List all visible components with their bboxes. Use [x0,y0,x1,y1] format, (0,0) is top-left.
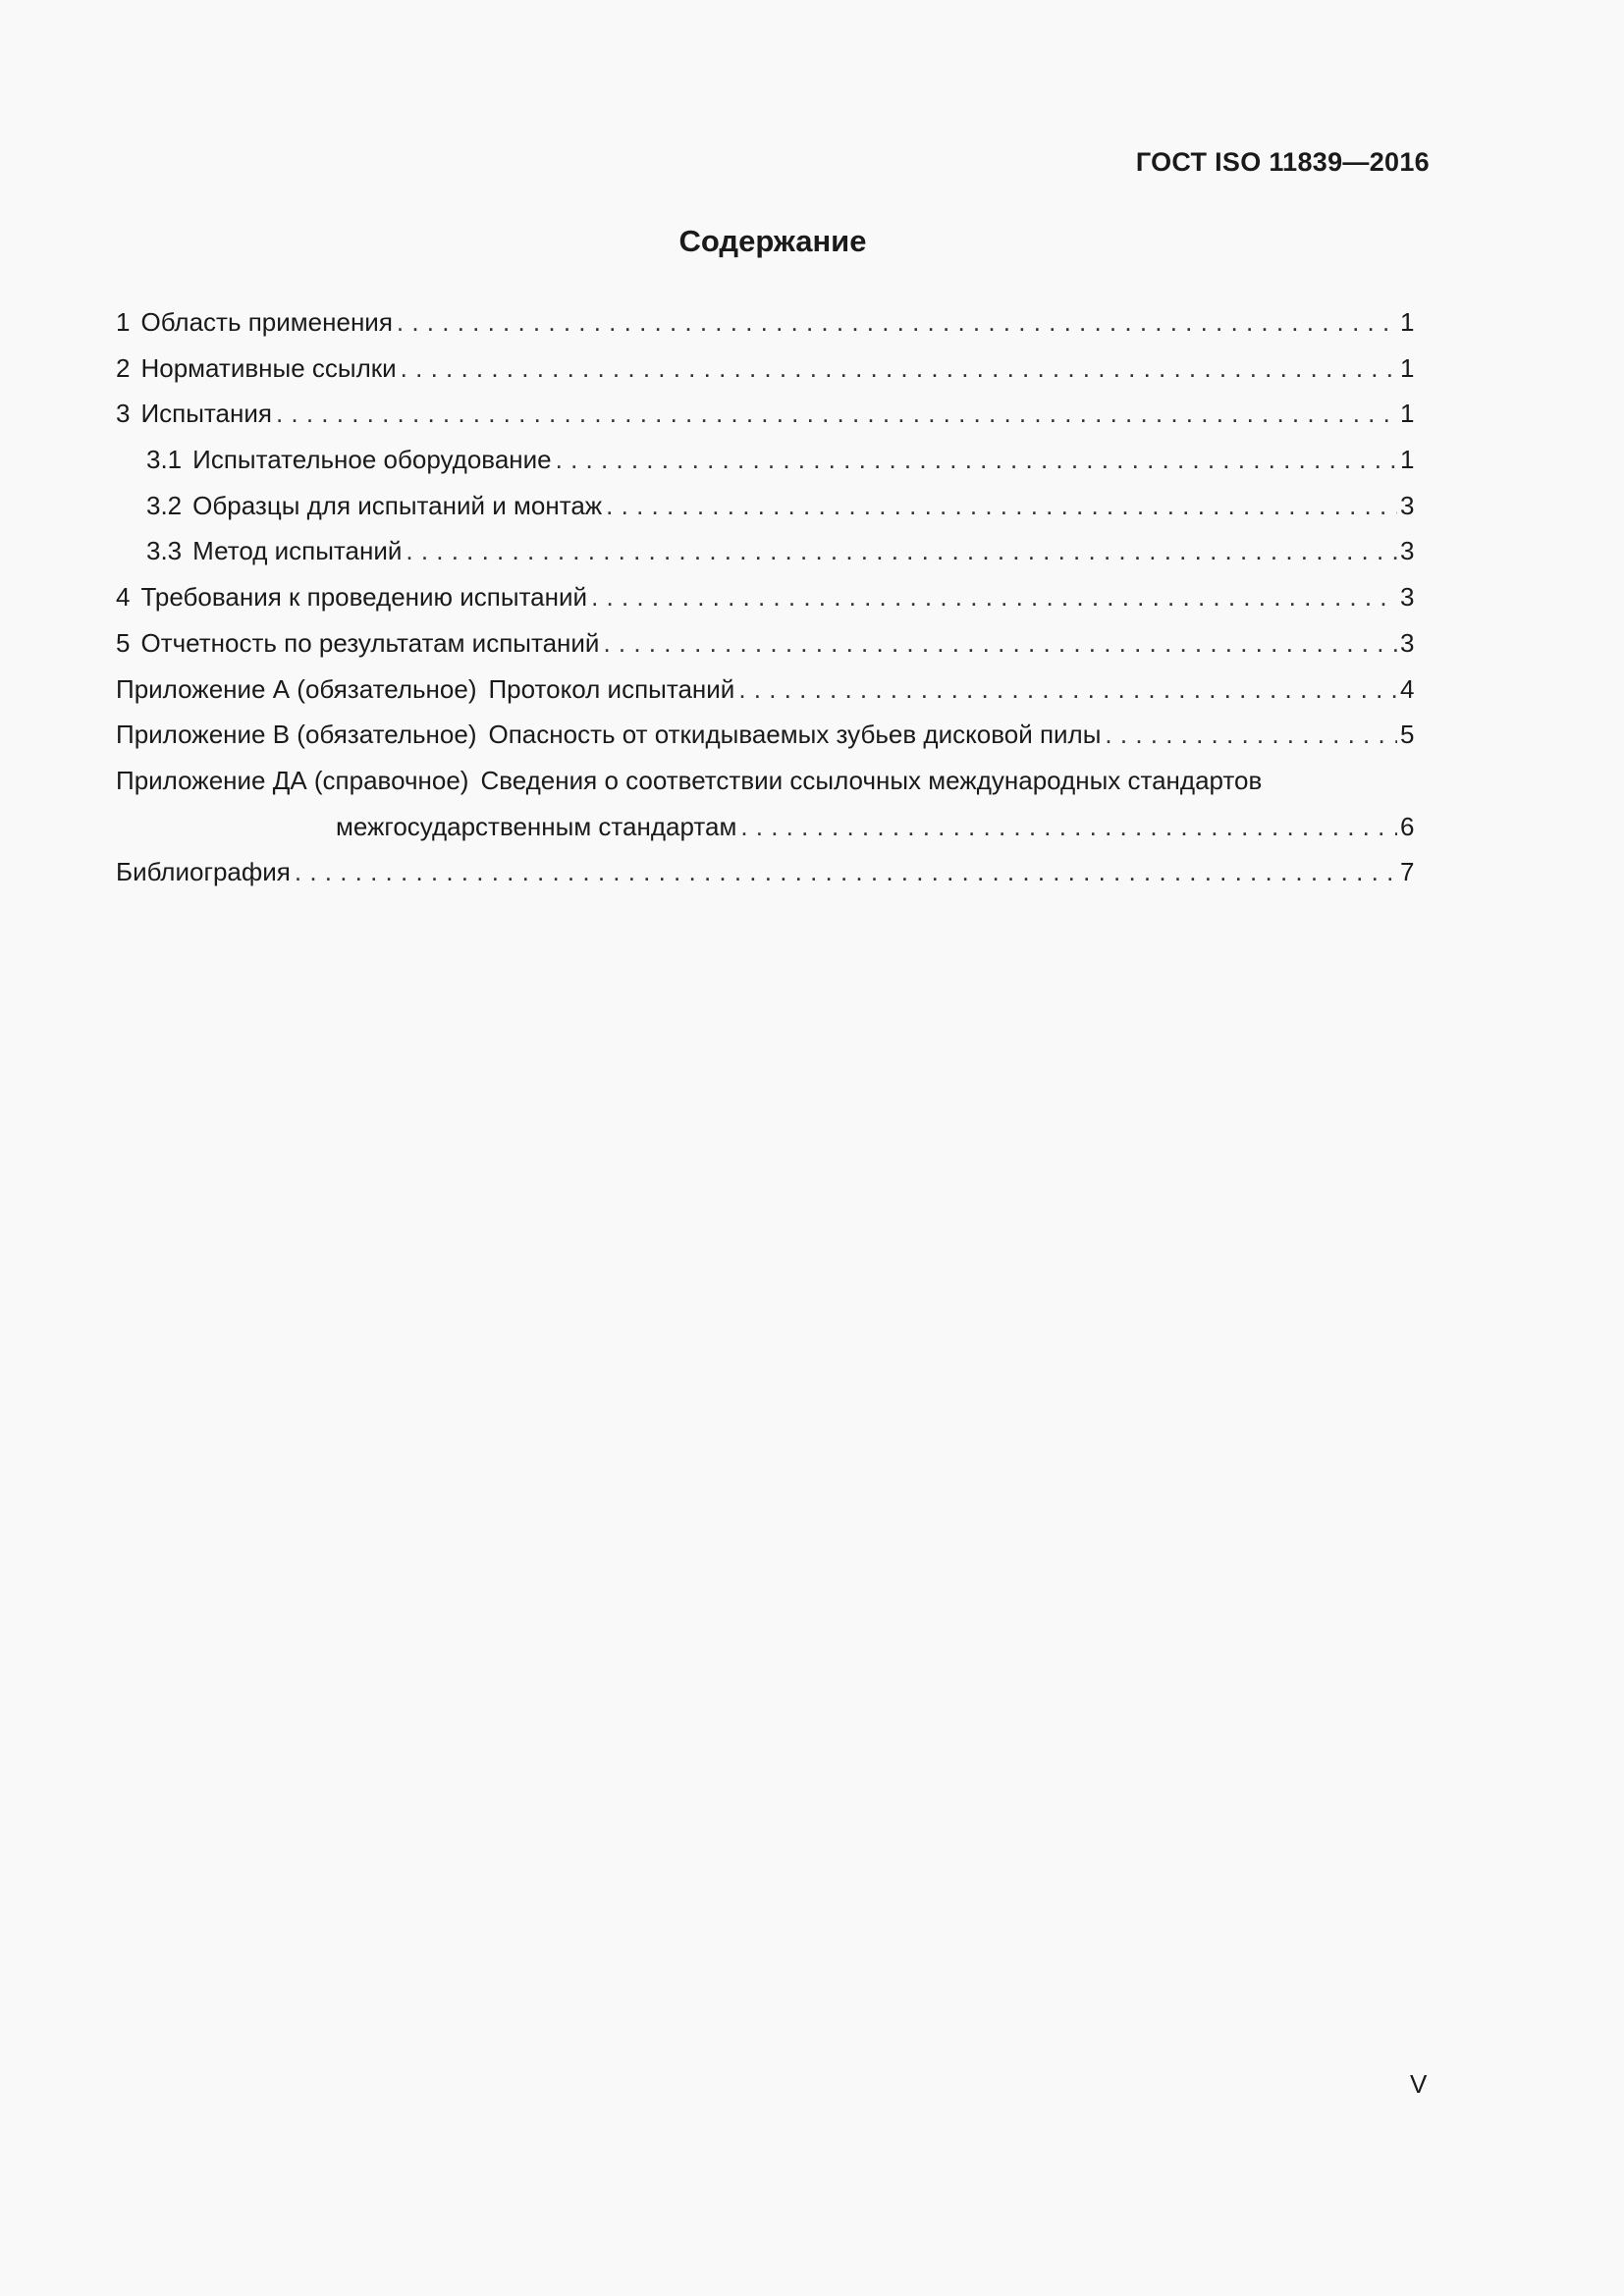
toc-entry-page: 3 [1400,582,1415,613]
toc-entry-number: 2 [116,352,131,383]
toc-entry-page: 7 [1400,857,1415,887]
toc-entry-title: Библиография [116,857,291,887]
toc-entry-number: 3 [116,399,131,429]
toc-entry-number: 1 [116,307,131,337]
toc-entry-5[interactable] [116,620,1414,667]
toc-entry-title: Испытания [140,399,272,429]
dot-leader [397,299,1397,346]
toc-entry-annex-b[interactable] [116,712,1414,758]
toc-entry-number: 3.1 [146,445,183,475]
toc-entry-number: 5 [116,627,131,658]
toc-entry-page: 3 [1400,627,1415,658]
toc-entry-1[interactable] [116,299,1414,346]
toc-entry-title: Метод испытаний [192,536,403,566]
dot-leader [738,667,1397,713]
toc-entry-annex-da[interactable] [116,758,1414,804]
dot-leader [406,528,1397,574]
toc-entry-title: Отчетность по результатам испытаний [140,627,600,658]
toc-entry-bibliography[interactable] [116,849,1414,895]
dot-leader [606,483,1397,529]
toc-entry-title: Испытательное оборудование [192,445,552,475]
toc-entry-page: 4 [1400,673,1415,704]
document-code: ГОСТ ISO 11839—2016 [1135,147,1430,177]
toc-entry-number: 3.3 [146,536,183,566]
annex-label: Приложение ДА (справочное) [116,765,469,795]
toc-title: Содержание [678,224,867,258]
toc-entry-page: 1 [1400,445,1415,475]
toc-entry-2[interactable] [116,346,1414,392]
toc-entry-title: Протокол испытаний [488,673,735,704]
toc-entry-annex-da-continuation[interactable] [116,804,1414,850]
toc-entry-page: 1 [1400,352,1415,383]
toc-entry-3[interactable] [116,391,1414,437]
annex-label: Приложение В (обязательное) [116,720,477,750]
toc-entry-title: Сведения о соответствии ссылочных международных стандартов [480,765,1263,795]
table-of-contents [116,299,1414,895]
toc-entry-page: 1 [1400,399,1415,429]
toc-entry-3-2[interactable] [116,483,1414,529]
toc-entry-number: 3.2 [146,490,183,520]
toc-entry-page: 1 [1400,307,1415,337]
toc-entry-3-1[interactable] [116,437,1414,483]
toc-entry-page: 3 [1400,490,1415,520]
dot-leader [401,346,1397,392]
dot-leader [295,849,1397,895]
toc-entry-4[interactable] [116,574,1414,620]
page-number: V [1410,2069,1428,2099]
toc-entry-title: Образцы для испытаний и монтаж [192,490,603,520]
dot-leader [740,804,1397,850]
toc-entry-title: Требования к проведению испытаний [140,582,588,613]
dot-leader [603,620,1397,667]
dot-leader [591,574,1397,620]
toc-entry-number: 4 [116,582,131,613]
toc-entry-title: Опасность от откидываемых зубьев дисковой пилы [488,720,1102,750]
toc-entry-title-continuation: межгосударственным стандартам [336,811,737,841]
toc-entry-page: 5 [1400,720,1415,750]
toc-entry-title: Область применения [140,307,393,337]
toc-entry-page: 6 [1400,811,1415,841]
dot-leader [1105,712,1397,758]
toc-entry-3-3[interactable] [116,528,1414,574]
toc-entry-page: 3 [1400,536,1415,566]
toc-entry-title: Нормативные ссылки [140,352,397,383]
annex-label: Приложение А (обязательное) [116,673,477,704]
dot-leader [556,437,1397,483]
dot-leader [276,391,1397,437]
toc-entry-annex-a[interactable] [116,667,1414,713]
